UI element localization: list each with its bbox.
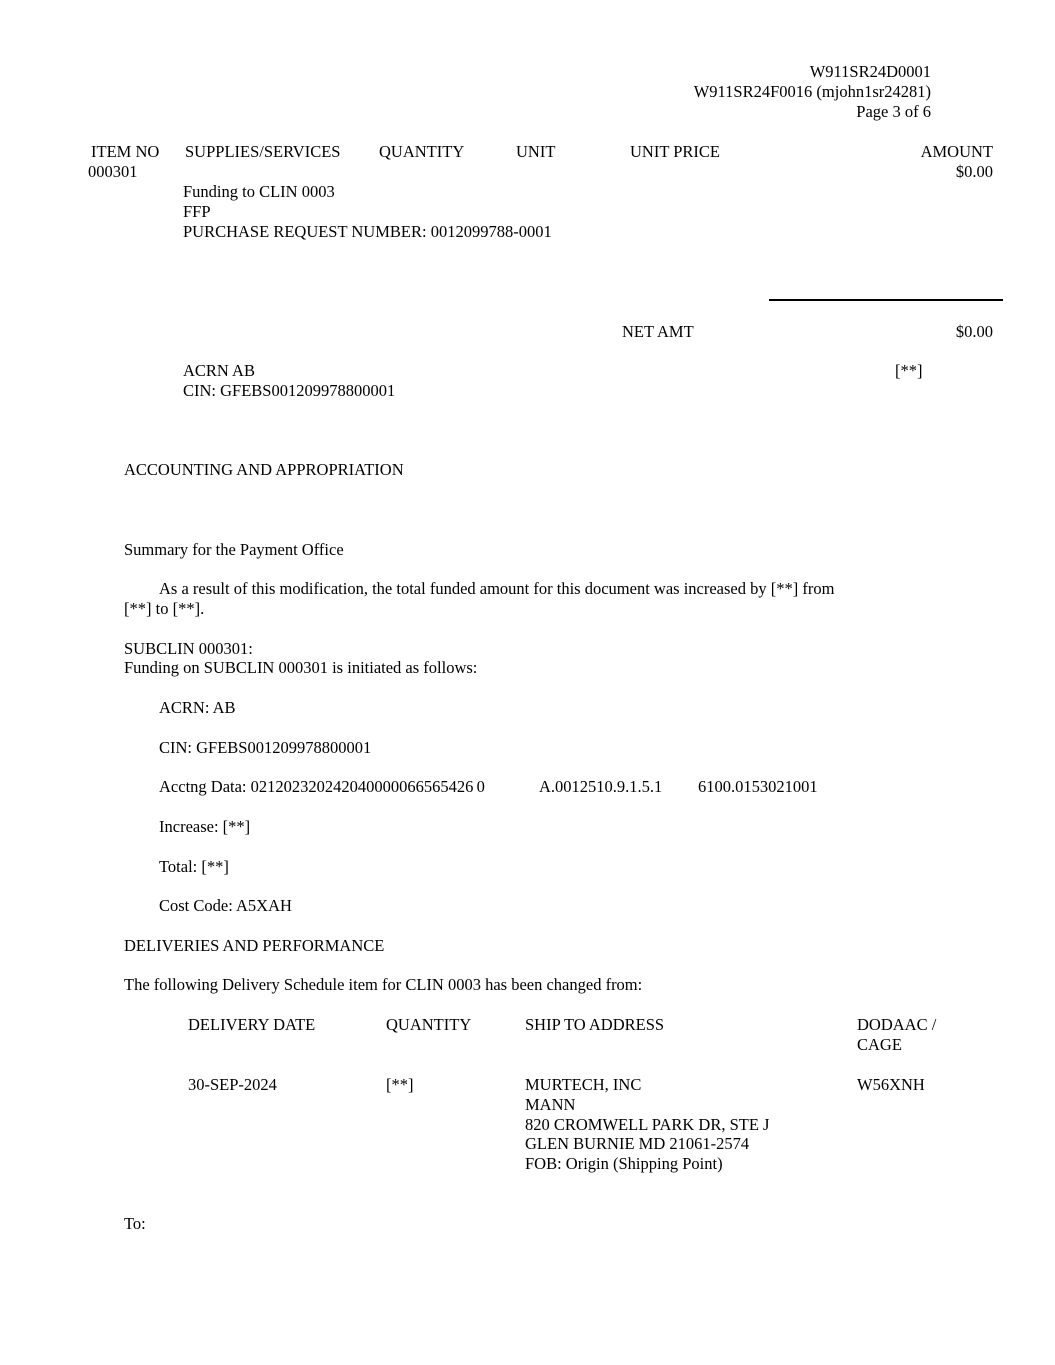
net-amount-rule xyxy=(769,299,1003,301)
summary-text-line1: As a result of this modification, the total funded amount for this document was increased by [**] from xyxy=(159,579,835,598)
subclin-acrn: ACRN: AB xyxy=(159,698,236,717)
col-quantity: QUANTITY xyxy=(379,142,465,161)
summary-heading: Summary for the Payment Office xyxy=(124,540,344,559)
acrn-label: ACRN AB xyxy=(183,361,255,380)
delivery-quantity: [**] xyxy=(386,1075,414,1094)
ship-to-line: MANN xyxy=(525,1095,576,1114)
col-delivery-quantity: QUANTITY xyxy=(386,1015,472,1034)
net-amt-label: NET AMT xyxy=(622,322,694,341)
delivery-date: 30-SEP-2024 xyxy=(188,1075,277,1094)
col-dodaac: DODAAC / xyxy=(857,1015,937,1034)
ship-to-line: FOB: Origin (Shipping Point) xyxy=(525,1154,723,1173)
item-description-line: FFP xyxy=(183,202,211,221)
item-number: 000301 xyxy=(88,162,138,181)
col-cage: CAGE xyxy=(857,1035,902,1054)
total-line: Total: [**] xyxy=(159,857,229,876)
acrn-amount: [**] xyxy=(895,361,923,380)
col-ship-to: SHIP TO ADDRESS xyxy=(525,1015,665,1034)
contract-number: W911SR24D0001 xyxy=(809,62,931,81)
col-delivery-date: DELIVERY DATE xyxy=(188,1015,316,1034)
deliveries-heading: DELIVERIES AND PERFORMANCE xyxy=(124,936,385,955)
net-amt-value: $0.00 xyxy=(955,322,993,341)
col-amount: AMOUNT xyxy=(920,142,993,161)
item-description-line: PURCHASE REQUEST NUMBER: 0012099788-0001 xyxy=(183,222,552,241)
acctng-data-part2: A.0012510.9.1.5.1 xyxy=(539,777,663,796)
col-unit: UNIT xyxy=(516,142,556,161)
col-supplies-services: SUPPLIES/SERVICES xyxy=(185,142,341,161)
cost-code-line: Cost Code: A5XAH xyxy=(159,896,292,915)
subclin-intro: Funding on SUBCLIN 000301 is initiated as follows: xyxy=(124,658,478,677)
col-unit-price: UNIT PRICE xyxy=(630,142,720,161)
ship-to-line: GLEN BURNIE MD 21061-2574 xyxy=(525,1134,750,1153)
item-amount: $0.00 xyxy=(955,162,993,181)
col-item-no: ITEM NO xyxy=(91,142,160,161)
order-number: W911SR24F0016 (mjohn1sr24281) xyxy=(693,82,931,101)
acctng-data-main: Acctng Data: 021202320242040000066565426 0 xyxy=(159,777,485,796)
summary-text-line2: [**] to [**]. xyxy=(124,599,205,618)
item-description-line: Funding to CLIN 0003 xyxy=(183,182,335,201)
subclin-heading: SUBCLIN 000301: xyxy=(124,639,253,658)
to-label: To: xyxy=(124,1214,146,1233)
cin-label: CIN: GFEBS001209978800001 xyxy=(183,381,396,400)
ship-to-line: 820 CROMWELL PARK DR, STE J xyxy=(525,1115,770,1134)
deliveries-intro: The following Delivery Schedule item for CLIN 0003 has been changed from: xyxy=(124,975,643,994)
dodaac-value: W56XNH xyxy=(857,1075,925,1094)
subclin-cin: CIN: GFEBS001209978800001 xyxy=(159,738,372,757)
increase-line: Increase: [**] xyxy=(159,817,251,836)
page-label: Page 3 of 6 xyxy=(856,102,931,121)
ship-to-line: MURTECH, INC xyxy=(525,1075,642,1094)
accounting-heading: ACCOUNTING AND APPROPRIATION xyxy=(124,460,404,479)
acctng-data-part3: 6100.0153021001 xyxy=(698,777,818,796)
